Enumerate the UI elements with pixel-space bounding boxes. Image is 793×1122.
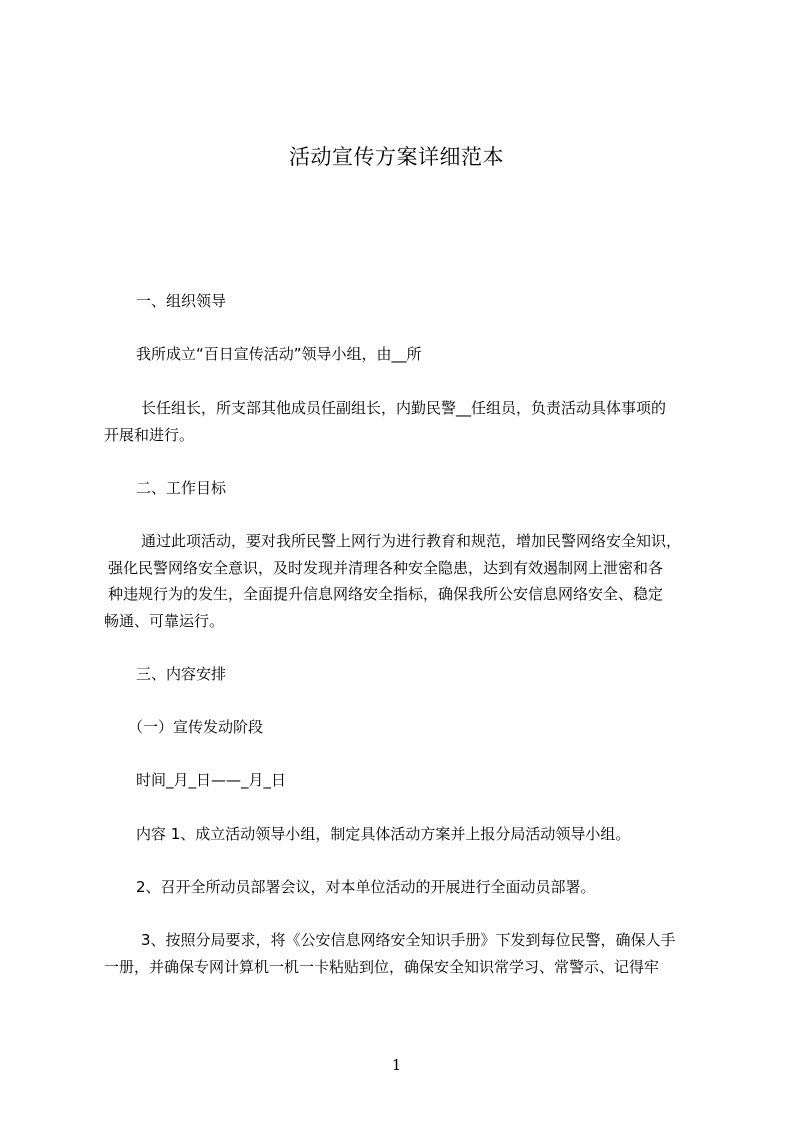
paragraph: 强化民警网络安全意识，及时发现并清理各种安全隐患，达到有效遏制网上泄密和各: [108, 559, 664, 577]
paragraph: 种违规行为的发生，全面提升信息网络安全指标，确保我所公安信息网络安全、稳定: [108, 585, 664, 603]
paragraph: 时间_月_日——_月_日: [136, 771, 287, 789]
paragraph: 开展和进行。: [104, 426, 195, 444]
section-heading-content: 三、内容安排: [136, 665, 227, 683]
section-heading-goals: 二、工作目标: [136, 479, 227, 497]
paragraph: 畅通、可靠运行。: [104, 612, 225, 630]
document-title: 活动宣传方案详细范本: [289, 145, 504, 169]
paragraph: 内容 1、成立活动领导小组，制定具体活动方案并上报分局活动领导小组。: [136, 825, 631, 843]
paragraph: 一册，并确保专网计算机一机一卡粘贴到位，确保安全知识常学习、常警示、记得牢: [104, 958, 660, 976]
section-heading-organization: 一、组织领导: [136, 292, 227, 310]
subsection-heading: （一）宣传发动阶段: [128, 718, 264, 736]
paragraph: 长任组长，所支部其他成员任副组长，内勤民警__任组员，负责活动具体事项的: [141, 399, 667, 417]
paragraph: 通过此项活动，要对我所民警上网行为进行教育和规范，增加民警网络安全知识，: [141, 532, 682, 550]
page-number: 1: [391, 1056, 402, 1074]
paragraph: 我所成立“百日宣传活动”领导小组，由__所: [136, 345, 422, 363]
paragraph: 2、召开全所动员部署会议，对本单位活动的开展进行全面动员部署。: [136, 878, 596, 896]
paragraph: 3、按照分局要求，将《公安信息网络安全知识手册》下发到每位民警，确保人手: [141, 931, 676, 949]
